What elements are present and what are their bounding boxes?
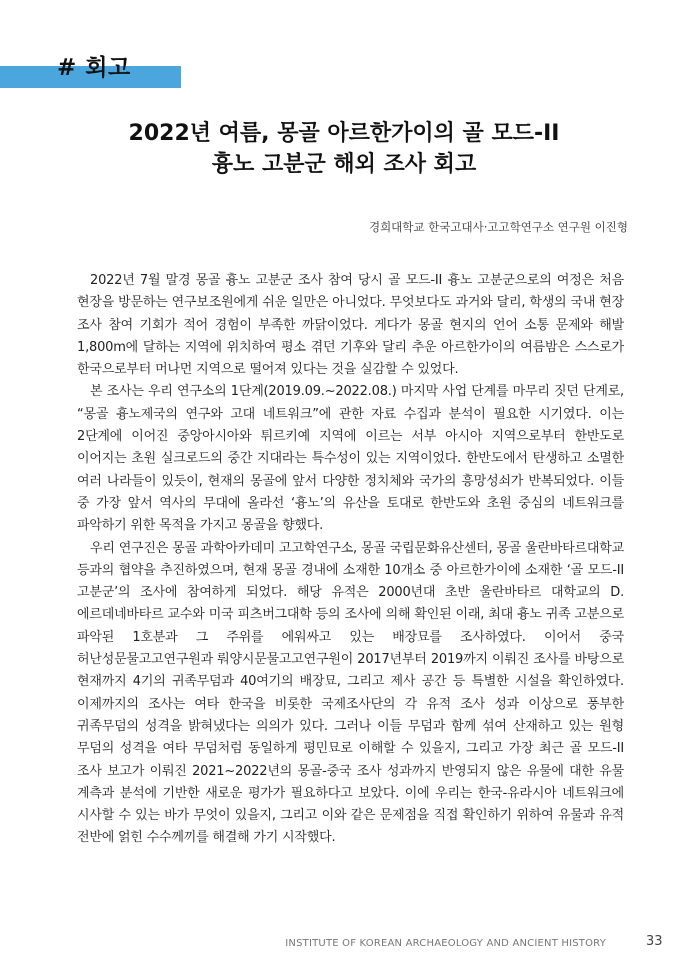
body-paragraph-3: 우리 연구진은 몽골 과학아카데미 고고학연구소, 몽골 국립문화유산센터, 몽골 울란바타르대학교 등과의 협약을 추진하였으며, 현재 몽골 경내에 소재한 10개소 중 아르한가이에 소재한 ‘골 모드-II 고분군’의 조사에 참여하게 되었다. 해당 유적은 2000년대 초반 울란바타르 대학교의 D. 에르데네바타르 교수와 미국 피츠버그대학 등의 조사에 의해 확인된 이래, 최대 흉노 귀족 고분으로 파악된 1호분과 그 주위를 에워싸고 있는 배장묘를 조사하였다. 이어서 중국 허난성문물고고연구원과 뤄양시문물고고연구원이 2017년부터 2019까지 이뤄진 조사를 바탕으로 현재까지 4기의 귀족무덤과 40여기의 배장묘, 그리고 제사 공간 등 특별한 시설을 확인하였다. 이제까지의 조사는 여타 한국을 비롯한 국제조사단의 각 유적 조사 성과 이상으로 풍부한 귀족무덤의 성격을 밝혀냈다는 의의가 있다. 그러나 이들 무덤과 함께 섞여 산재하고 있는 원형 무덤의 성격을 여타 무덤처럼 동일하게 평민묘로 이해할 수 있을지, 그리고 가장 최근 골 모드-II 조사 보고가 이뤄진 2021~2022년의 몽골-중국 조사 성과까지 반영되지 않은 유물에 대한 유물 계측과 분석에 기반한 새로운 평가가 필요하다고 보았다. 이에 우리는 한국-유라시아 네트워크에 시사할 수 있는 바가 무엇이 있을지, 그리고 이와 같은 문제점을 직접 확인하기 위하여 유물과 유적 전반에 얽힌 수수께끼를 해결해 가기 시작했다.: [77, 540, 624, 846]
body-paragraph-1: 2022년 7월 말경 몽골 흉노 고분군 조사 참여 당시 골 모드-II 흉노 고분군으로의 여정은 처음 현장을 방문하는 연구보조원에게 쉬운 일만은 아니었다. 무엇보다도 과거와 달리, 학생의 국내 현장 조사 참여 기회가 적어 경험이 부족한 까닭이었다. 게다가 몽골 현지의 언어 소통 문제와 해발 1,800m에 달하는 지역에 위치하여 평소 겪던 기후와 달리 추운 아르한가이의 여름밤은 스스로가 한국으로부터 머나먼 지역으로 떨어져 있다는 것을 실감할 수 있었다.: [77, 273, 624, 378]
body-paragraph-2: 본 조사는 우리 연구소의 1단계(2019.09.~2022.08.) 마지막 사업 단계를 마무리 짓던 단계로, “몽골 흉노제국의 연구와 고대 네트워크”에 관한 자료 수집과 분석이 필요한 시기였다. 이는 2단계에 이어진 중앙아시아와 튀르키예 지역에 이르는 서부 아시아 지역으로부터 한반도로 이어지는 초원 실크로드의 중간 지대라는 특수성이 있는 지역이었다. 한반도에서 탄생하고 소멸한 여러 나라들이 있듯이, 현재의 몽골에 앞서 다양한 정치체와 국가의 흥망성쇠가 반복되었다. 이들 중 가장 앞서 역사의 무대에 올라선 ‘흉노’의 유산을 토대로 한반도와 초원 중심의 네트워크를 파악하기 위한 목적을 가지고 몽골을 향했다.: [77, 384, 624, 534]
article-title-line-2: 흉노 고분군 해외 조사 회고: [211, 152, 477, 177]
footer-institute-name: INSTITUTE OF KOREAN ARCHAEOLOGY AND ANCIENT HISTORY: [285, 938, 606, 949]
page-number: 33: [646, 934, 663, 949]
article-title-line-1: 2022년 여름, 몽골 아르한가이의 골 모드-II: [128, 121, 560, 146]
author-byline: 경희대학교 한국고대사·고고학연구소 연구원 이진형: [368, 220, 628, 234]
section-tag: # 회고: [57, 55, 131, 81]
article-title: [0, 118, 688, 180]
article-body: [77, 270, 624, 850]
